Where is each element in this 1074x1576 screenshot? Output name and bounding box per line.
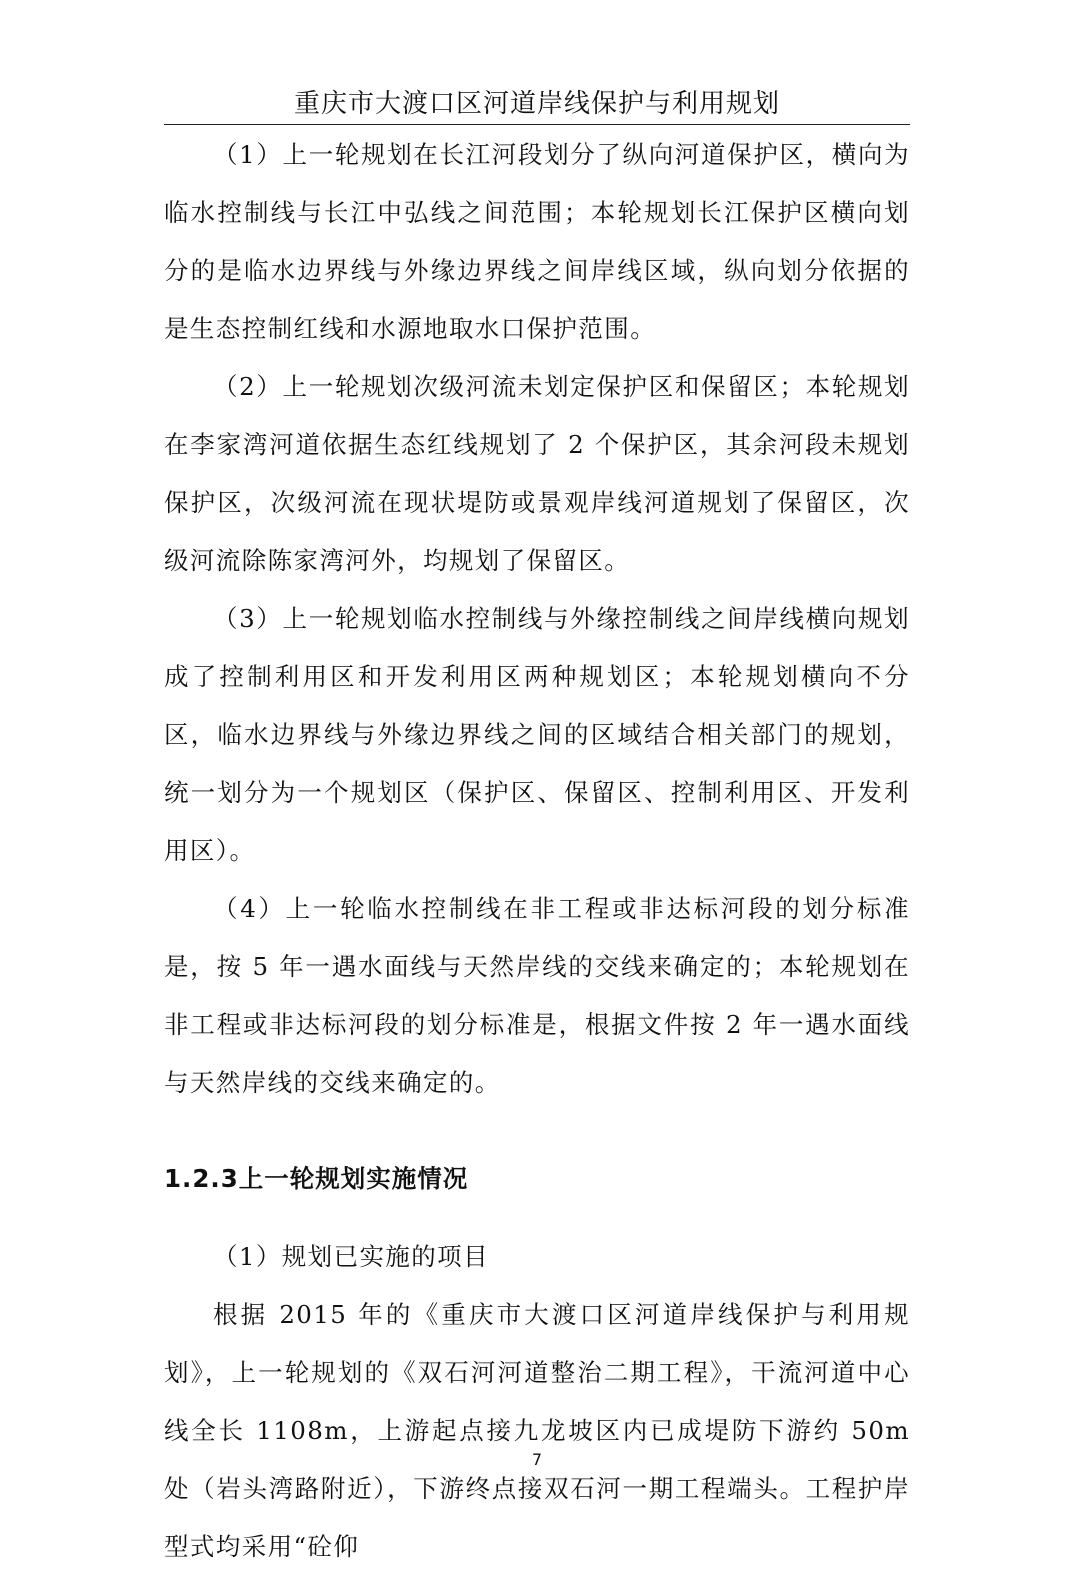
header-rule (164, 124, 910, 125)
paragraph-1: （1）上一轮规划在长江河段划分了纵向河道保护区，横向为临水控制线与长江中弘线之间范围；本轮规划长江保护区横向划分的是临水边界线与外缘边界线之间岸线区域，纵向划分依据的是生态控制红线和水源地取水口保护范围。 (164, 140, 910, 343)
paragraph-4: （4）上一轮临水控制线在非工程或非达标河段的划分标准是，按 5 年一遇水面线与天然岸线的交线来确定的；本轮规划在非工程或非达标河段的划分标准是，根据文件按 2 年一遇水面线与天然岸线的交线来确定的。 (164, 894, 910, 1097)
document-body (164, 126, 910, 1576)
paragraph-5: 根据 2015 年的《重庆市大渡口区河道岸线保护与利用规划》，上一轮规划的《双石河河道整治二期工程》，干流河道中心线全长 1108m，上游起点接九龙坡区内已成堤防下游约 50m 处（岩头湾路附近），下游终点接双石河一期工程端头。工程护岸型式均采用“砼仰 (164, 1300, 910, 1561)
running-header: 重庆市大渡口区河道岸线保护与利用规划 (293, 89, 780, 119)
paragraph-3: （3）上一轮规划临水控制线与外缘控制线之间岸线横向规划成了控制利用区和开发利用区两种规划区；本轮规划横向不分区，临水边界线与外缘边界线之间的区域结合相关部门的规划，统一划分为一个规划区（保护区、保留区、控制利用区、开发利用区）。 (164, 604, 910, 865)
paragraph-2: （2）上一轮规划次级河流未划定保护区和保留区；本轮规划在李家湾河道依据生态红线规划了 2 个保护区，其余河段未规划保护区，次级河流在现状堤防或景观岸线河道规划了保留区，次级河流除陈家湾河外，均规划了保留区。 (164, 372, 910, 575)
section-heading: 1.2.3上一轮规划实施情况 (164, 1164, 469, 1193)
page-number: 7 (531, 1450, 543, 1469)
subheading: （1）规划已实施的项目 (213, 1242, 489, 1271)
